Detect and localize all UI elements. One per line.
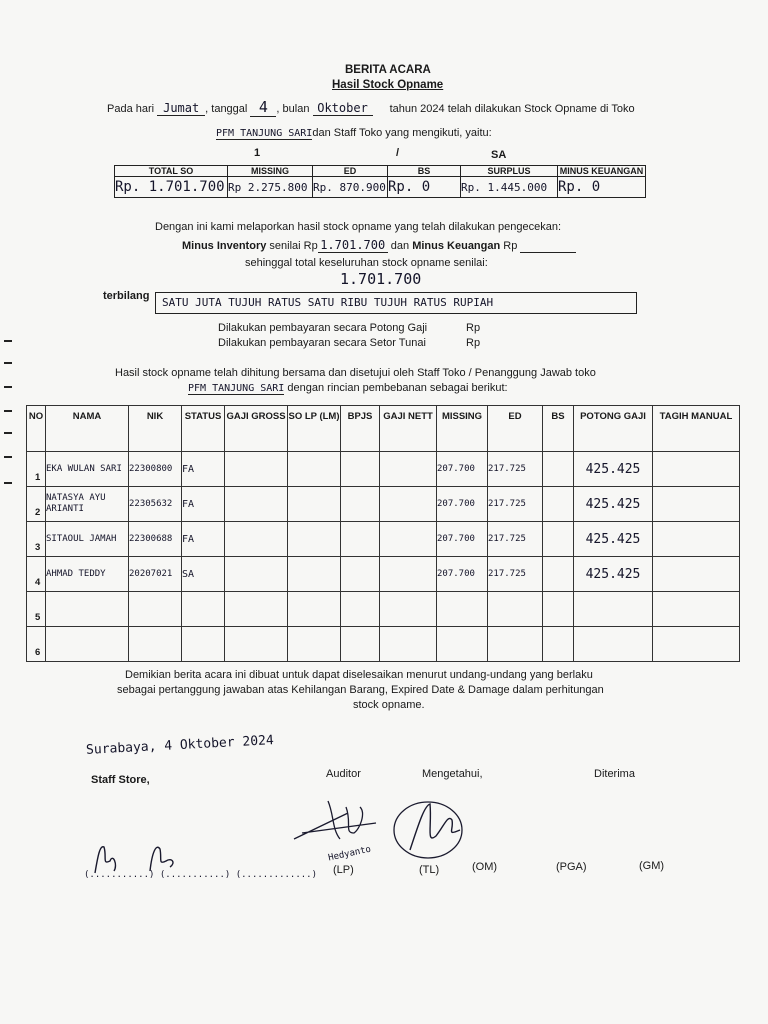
- cell-empty: [341, 487, 380, 522]
- cell-empty: [543, 452, 574, 487]
- count-sa: SA: [491, 149, 507, 161]
- col-header-missing: MISSING: [437, 406, 488, 452]
- cell-no: 1: [27, 452, 46, 487]
- cell-potong: [574, 592, 653, 627]
- cell-empty: [225, 592, 288, 627]
- staff-store-label: Staff Store,: [91, 774, 150, 786]
- cell-nik: 22300688: [129, 522, 182, 557]
- pay-potong-gaji: Dilakukan pembayaran secara Potong Gaji: [218, 322, 428, 334]
- cell-status: FA: [182, 487, 225, 522]
- diterima-label: Diterima: [594, 768, 635, 780]
- cell-empty: [653, 522, 740, 557]
- and-label: dan: [390, 240, 410, 252]
- staff-signature-lines: (...........) (...........) (.............): [84, 870, 317, 880]
- closing-line-1: Demikian berita acara ini dibuat untuk dapat diselesaikan menurut undang-undang yang berlaku: [125, 669, 593, 681]
- table-row: [27, 557, 740, 592]
- cell-nik: 20207021: [129, 557, 182, 592]
- terbilang-box: SATU JUTA TUJUH RATUS SATU RIBU TUJUH RATUS RUPIAH: [155, 292, 637, 314]
- cell-nik: 22305632: [129, 487, 182, 522]
- cell-potong: 425.425: [574, 487, 653, 522]
- cell-nik: 22300800: [129, 452, 182, 487]
- cell-empty: [653, 592, 740, 627]
- col-header-nama: NAMA: [46, 406, 129, 452]
- summary-header: ED: [313, 166, 388, 177]
- minus-inventory-label: Minus Inventory: [182, 240, 267, 252]
- cell-empty: [288, 487, 341, 522]
- table-row: [27, 522, 740, 557]
- role-lp: (LP): [333, 864, 354, 876]
- place-date: Surabaya, 4 Oktober 2024: [85, 733, 275, 758]
- cell-nama: EKA WULAN SARI: [46, 452, 129, 487]
- minus-keuangan-blank: [520, 240, 576, 253]
- cell-nama: SITAOUL JAMAH: [46, 522, 129, 557]
- cell-missing: [437, 627, 488, 662]
- cell-empty: [543, 592, 574, 627]
- cell-empty: [380, 627, 437, 662]
- summary-bs: Rp. 0: [388, 177, 461, 198]
- cell-empty: [341, 627, 380, 662]
- col-header-ed: ED: [488, 406, 543, 452]
- document-title: BERITA ACARA: [345, 64, 431, 76]
- pada-hari-label: Pada hari: [107, 103, 155, 115]
- intro-line-2: [216, 127, 492, 140]
- summary-total-so: Rp. 1.701.700: [115, 177, 228, 198]
- summary-header: TOTAL SO: [115, 166, 228, 177]
- col-header-bpjs: BPJS: [341, 406, 380, 452]
- cell-ed: 217.725: [488, 452, 543, 487]
- report-line-2: [182, 238, 576, 253]
- document-subtitle: Hasil Stock Opname: [332, 79, 444, 91]
- col-header-bs: BS: [543, 406, 574, 452]
- tanggal-value: 4: [250, 98, 276, 117]
- summary-surplus: Rp. 1.445.000: [461, 177, 558, 198]
- cell-nama: [46, 592, 129, 627]
- cell-empty: [653, 557, 740, 592]
- summary-header: MINUS KEUANGAN: [558, 166, 646, 177]
- summary-header: SURPLUS: [461, 166, 558, 177]
- cell-empty: [543, 557, 574, 592]
- cell-missing: 207.700: [437, 557, 488, 592]
- pay-setor-tunai: Dilakukan pembayaran secara Setor Tunai: [218, 337, 426, 349]
- col-header-status: STATUS: [182, 406, 225, 452]
- cell-ed: [488, 592, 543, 627]
- table-row: [27, 452, 740, 487]
- cell-ed: 217.725: [488, 557, 543, 592]
- cell-empty: [341, 557, 380, 592]
- col-header-so-lp: SO LP (LM): [288, 406, 341, 452]
- cell-empty: [225, 487, 288, 522]
- cell-empty: [543, 522, 574, 557]
- table-row: [27, 487, 740, 522]
- col-header-tagih-manual: TAGIH MANUAL: [653, 406, 740, 452]
- cell-potong: 425.425: [574, 557, 653, 592]
- closing-line-2: sebagai pertanggung jawaban atas Kehilangan Barang, Expired Date & Damage dalam perhitungan: [117, 684, 604, 696]
- role-tl: (TL): [419, 864, 440, 876]
- cell-empty: [288, 627, 341, 662]
- cell-empty: [341, 522, 380, 557]
- cell-empty: [380, 487, 437, 522]
- minus-inventory-text: senilai Rp: [269, 240, 318, 252]
- cell-empty: [380, 592, 437, 627]
- cell-empty: [288, 592, 341, 627]
- cell-missing: [437, 592, 488, 627]
- minus-keuangan-text: Rp: [503, 240, 518, 252]
- hari-value: Jumat: [157, 101, 205, 116]
- summary-minus-keuangan: Rp. 0: [558, 177, 646, 198]
- cell-nama: [46, 627, 129, 662]
- cell-empty: [543, 627, 574, 662]
- detail-table: [26, 405, 740, 662]
- cell-nama: NATASYA AYU ARIANTI: [46, 487, 129, 522]
- bulan-label: , bulan: [276, 103, 310, 115]
- cell-empty: [225, 522, 288, 557]
- cell-ed: 217.725: [488, 487, 543, 522]
- cell-ed: 217.725: [488, 522, 543, 557]
- cell-nik: [129, 592, 182, 627]
- auditor-label: Auditor: [326, 768, 361, 780]
- cell-missing: 207.700: [437, 522, 488, 557]
- cell-potong: 425.425: [574, 452, 653, 487]
- cell-no: 3: [27, 522, 46, 557]
- cell-nik: [129, 627, 182, 662]
- cell-no: 5: [27, 592, 46, 627]
- cell-empty: [543, 487, 574, 522]
- mengetahui-label: Mengetahui,: [422, 768, 483, 780]
- cell-missing: 207.700: [437, 487, 488, 522]
- cell-empty: [225, 627, 288, 662]
- summary-missing: Rp 2.275.800: [228, 177, 313, 198]
- tanggal-label: , tanggal: [205, 103, 248, 115]
- report-line-3: sehinggal total keseluruhan stock opname senilai:: [245, 257, 488, 269]
- summary-header: BS: [388, 166, 461, 177]
- count-1: 1: [254, 147, 261, 159]
- cell-no: 4: [27, 557, 46, 592]
- approval-line-1: Hasil stock opname telah dihitung bersama dan disetujui oleh Staff Toko / Penanggung Jawab toko: [115, 367, 596, 379]
- col-header-no: NO: [27, 406, 46, 452]
- terbilang-label: terbilang: [103, 290, 150, 302]
- cell-potong: 425.425: [574, 522, 653, 557]
- cell-nama: AHMAD TEDDY: [46, 557, 129, 592]
- cell-empty: [653, 452, 740, 487]
- cell-empty: [225, 452, 288, 487]
- summary-header: MISSING: [228, 166, 313, 177]
- role-gm: (GM): [639, 860, 665, 872]
- col-header-potong-gaji: POTONG GAJI: [574, 406, 653, 452]
- minus-inventory-value: 1.701.700: [318, 238, 388, 253]
- approval-toko-value: PFM TANJUNG SARI: [188, 383, 285, 394]
- cell-empty: [653, 487, 740, 522]
- cell-empty: [380, 452, 437, 487]
- pay-setor-tunai-rp: Rp: [466, 337, 481, 349]
- col-header-gaji-nett: GAJI NETT: [380, 406, 437, 452]
- cell-status: [182, 627, 225, 662]
- cell-empty: [225, 557, 288, 592]
- cell-status: FA: [182, 452, 225, 487]
- bulan-value: Oktober: [313, 101, 373, 116]
- closing-line-3: stock opname.: [353, 699, 425, 711]
- cell-status: FA: [182, 522, 225, 557]
- cell-no: 6: [27, 627, 46, 662]
- intro-line-2-rest: dan Staff Toko yang mengikuti, yaitu:: [312, 127, 492, 139]
- cell-empty: [380, 557, 437, 592]
- report-line-1: Dengan ini kami melaporkan hasil stock opname yang telah dilakukan pengecekan:: [155, 221, 562, 233]
- intro-line-1: [107, 98, 635, 117]
- auditor-name: Hedyanto: [327, 844, 372, 864]
- tl-signature: [390, 796, 470, 864]
- cell-status: SA: [182, 557, 225, 592]
- cell-no: 2: [27, 487, 46, 522]
- summary-ed: Rp. 870.900: [313, 177, 388, 198]
- approval-line-2-rest: dengan rincian pembebanan sebagai berikut:: [287, 382, 508, 394]
- table-row: [27, 627, 740, 662]
- toko-value: PFM TANJUNG SARI: [216, 128, 313, 139]
- cell-empty: [288, 452, 341, 487]
- total-value: 1.701.700: [340, 270, 422, 288]
- approval-line-2: [188, 382, 508, 395]
- summary-table: [114, 165, 646, 198]
- minus-keuangan-label: Minus Keuangan: [412, 240, 501, 252]
- cell-ed: [488, 627, 543, 662]
- role-om: (OM): [472, 861, 498, 873]
- cell-status: [182, 592, 225, 627]
- table-row: [27, 592, 740, 627]
- pay-potong-gaji-rp: Rp: [466, 322, 481, 334]
- count-slash: /: [396, 147, 400, 159]
- cell-missing: 207.700: [437, 452, 488, 487]
- cell-empty: [288, 557, 341, 592]
- role-pga: (PGA): [556, 861, 587, 873]
- cell-empty: [653, 627, 740, 662]
- cell-empty: [288, 522, 341, 557]
- cell-empty: [341, 592, 380, 627]
- col-header-gaji-gross: GAJI GROSS: [225, 406, 288, 452]
- col-header-nik: NIK: [129, 406, 182, 452]
- cell-empty: [341, 452, 380, 487]
- tahun-text: tahun 2024 telah dilakukan Stock Opname di Toko: [389, 103, 635, 115]
- cell-empty: [380, 522, 437, 557]
- cell-potong: [574, 627, 653, 662]
